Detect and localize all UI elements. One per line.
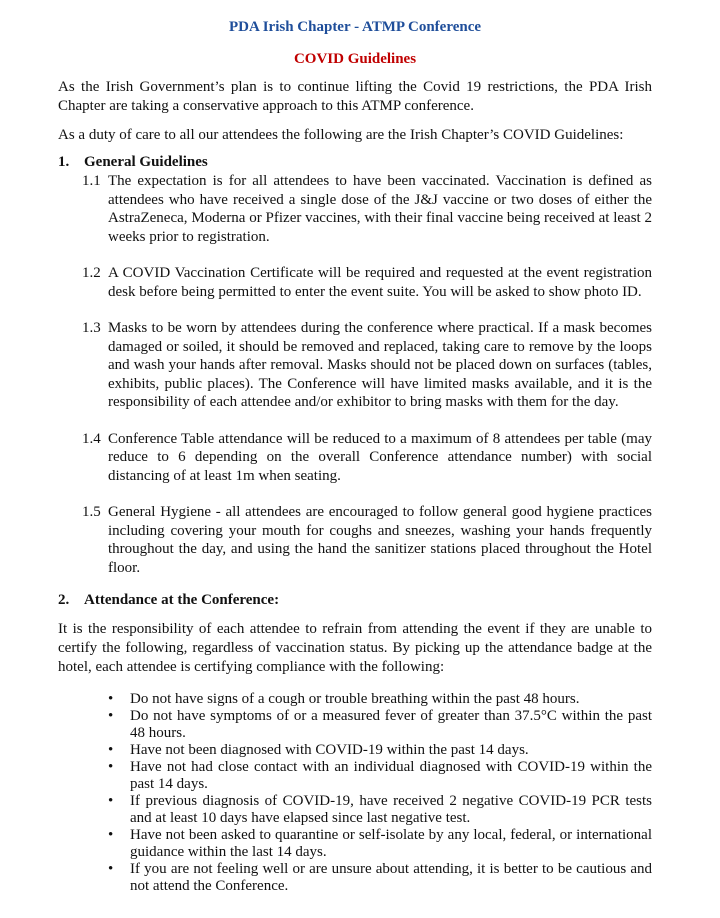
list-item xyxy=(108,861,652,895)
guideline-item xyxy=(82,172,652,246)
bullet-icon: • xyxy=(108,827,114,843)
bullet-text: Have not had close contact with an individual diagnosed with COVID-19 within the past 14 days. xyxy=(130,759,652,792)
attendance-bullet-list xyxy=(58,691,652,895)
section-1-heading xyxy=(58,153,652,172)
list-item xyxy=(108,827,652,861)
guideline-item xyxy=(82,503,652,577)
guideline-item xyxy=(82,319,652,412)
guideline-number: 1.1 xyxy=(82,173,101,189)
guideline-number: 1.2 xyxy=(82,265,101,281)
intro-paragraph-1: As the Irish Government’s plan is to continue lifting the Covid 19 restrictions, the PDA Irish Chapter are taking a conservative approach to this ATMP conference. xyxy=(58,79,652,114)
list-item xyxy=(108,759,652,793)
guideline-text: A COVID Vaccination Certificate will be required and requested at the event registration desk before being permitted to enter the event suite. You will be asked to show photo ID. xyxy=(108,265,652,300)
guideline-text: General Hygiene - all attendees are encouraged to follow general good hygiene practices including covering your mouth for coughs and sneezes, washing your hands frequently throughout the day, and using the hand the sanitizer stations placed throughout the Hotel floor. xyxy=(108,504,652,576)
guideline-text: The expectation is for all attendees to have been vaccinated. Vaccination is defined as attendees who have received a single dose of the J&J vaccine or two doses of either the AstraZeneca, Moderna or Pfizer vaccines, with their final vaccine being received at least 2 weeks prior to registration. xyxy=(108,173,652,245)
bullet-icon: • xyxy=(108,861,114,877)
list-item xyxy=(108,708,652,742)
list-item xyxy=(108,691,652,708)
document-title: PDA Irish Chapter - ATMP Conference xyxy=(228,19,482,35)
guideline-text: Conference Table attendance will be reduced to a maximum of 8 attendees per table (may reduce to 6 depending on the overall Conference attendance number) with social distancing of at least 1m when seating. xyxy=(108,430,652,484)
guideline-number: 1.5 xyxy=(82,504,101,520)
bullet-text: Do not have signs of a cough or trouble breathing within the past 48 hours. xyxy=(130,691,580,707)
bullet-icon: • xyxy=(108,691,114,707)
section-1-number: 1. xyxy=(58,154,70,170)
bullet-icon: • xyxy=(108,793,114,809)
bullet-text: Have not been diagnosed with COVID-19 within the past 14 days. xyxy=(130,742,529,758)
guideline-item xyxy=(82,430,652,486)
attendance-paragraph: It is the responsibility of each attendee to refrain from attending the event if they are unable to certify the following, regardless of vaccination status. By picking up the attendance badge at the hotel, each attendee is certifying compliance with the following: xyxy=(58,621,652,675)
intro-paragraph-2: As a duty of care to all our attendees the following are the Irish Chapter’s COVID Guidelines: xyxy=(58,127,624,143)
guideline-text: Masks to be worn by attendees during the conference where practical. If a mask becomes damaged or soiled, it should be removed and replaced, taking care to remove by the loops and wash your hands after removal. Masks should not be placed down on surfaces (tables, exhibits, public places). The Conference will have limited masks available, and it is the responsibility of each attendee and/or exhibitor to bring masks with them for the day. xyxy=(108,320,652,410)
guideline-item xyxy=(82,264,652,301)
guideline-number: 1.3 xyxy=(82,320,101,336)
section-1-title: General Guidelines xyxy=(84,154,208,170)
section-2-title: Attendance at the Conference: xyxy=(84,592,280,608)
list-item xyxy=(108,742,652,759)
list-item xyxy=(108,793,652,827)
bullet-text: Do not have symptoms of or a measured fever of greater than 37.5°C within the past 48 hours. xyxy=(130,708,652,741)
bullet-text: Have not been asked to quarantine or self-isolate by any local, federal, or international guidance within the last 14 days. xyxy=(130,827,652,860)
guideline-number: 1.4 xyxy=(82,430,101,447)
document-subtitle: COVID Guidelines xyxy=(293,51,417,67)
bullet-text: If previous diagnosis of COVID-19, have received 2 negative COVID-19 PCR tests and at least 10 days have elapsed since last negative test. xyxy=(130,793,652,826)
bullet-text: If you are not feeling well or are unsure about attending, it is better to be cautious and not attend the Conference. xyxy=(130,861,652,894)
bullet-icon: • xyxy=(108,708,114,724)
bullet-icon: • xyxy=(108,742,114,758)
section-2-heading xyxy=(58,591,652,610)
bullet-icon: • xyxy=(108,759,114,775)
section-2-number: 2. xyxy=(58,592,70,608)
